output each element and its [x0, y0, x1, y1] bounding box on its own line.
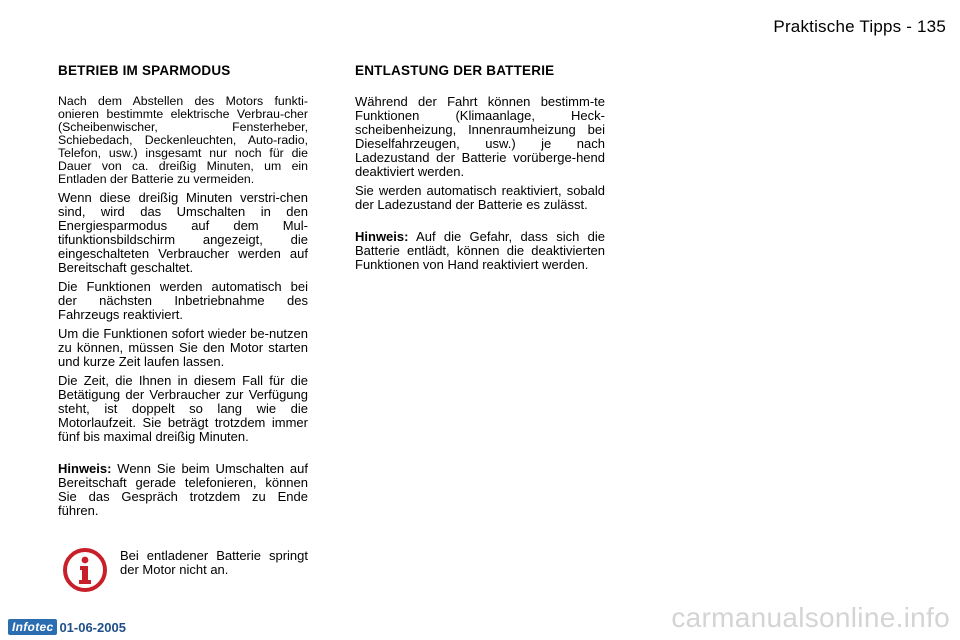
left-column	[58, 64, 308, 523]
note-paragraph	[355, 230, 605, 272]
info-icon	[62, 547, 108, 593]
info-callout	[62, 547, 308, 595]
right-column	[355, 64, 605, 277]
paragraph: Nach dem Abstellen des Motors funkti-onieren bestimmte elektrische Verbrau-cher (Scheibenwischer, Fensterheber, Schiebedach, Deckenleuchten, Auto-radio, Telefon, usw.) insgesamt nur noch für die Dauer von ca. dreißig Minuten, um ein Entladen der Batterie zu vermeiden.	[58, 94, 308, 186]
paragraph: Wenn diese dreißig Minuten verstri-chen sind, wird das Umschalten in den Energiesparmodus auf dem Mul-tifunktionsbildschirm angezeigt, die eingeschalteten Verbraucher werden auf Bereitschaft geschaltet.	[58, 190, 308, 275]
paragraph: Sie werden automatisch reaktiviert, sobald der Ladezustand der Batterie es zulässt.	[355, 183, 605, 212]
note-paragraph	[58, 462, 308, 518]
paragraph: Die Funktionen werden automatisch bei der nächsten Inbetriebnahme des Fahrzeugs reaktiviert.	[58, 279, 308, 322]
section-title-batterie: ENTLASTUNG DER BATTERIE	[355, 63, 555, 78]
infotec-logo: Infotec	[8, 619, 57, 635]
section-title-sparmodus: BETRIEB IM SPARMODUS	[58, 63, 231, 78]
paragraph: Um die Funktionen sofort wieder be-nutzen zu können, müssen Sie den Motor starten und kurze Zeit laufen lassen.	[58, 326, 308, 369]
note-text: Auf die Gefahr, dass sich die Batterie entlädt, können die deaktivierten Funktionen von Hand reaktiviert werden.	[355, 229, 605, 272]
note-text: Wenn Sie beim Umschalten auf Bereitschaft gerade telefonieren, können Sie das Gespräch trotzdem zu Ende führen.	[58, 461, 308, 518]
watermark: carmanualsonline.info	[671, 602, 950, 633]
paragraph: Die Zeit, die Ihnen in diesem Fall für die Betätigung der Verbraucher zur Verfügung steht, ist doppelt so lang wie die Motorlaufzeit. Sie beträgt trotzdem immer fünf bis maximal dreißig Minuten.	[58, 373, 308, 444]
info-text: Bei entladener Batterie springt der Motor nicht an.	[120, 548, 308, 577]
paragraph: Während der Fahrt können bestimm-te Funktionen (Klimaanlage, Heck-scheibenheizung, Innenraumheizung bei Dieselfahrzeugen, usw.) je nach Ladezustand der Batterie vorüberge-hend deaktiviert werden.	[355, 94, 605, 179]
page-header: Praktische Tipps - 135	[773, 17, 946, 36]
footer-date: 01-06-2005	[59, 619, 126, 635]
footer	[8, 619, 126, 635]
note-label: Hinweis:	[355, 229, 409, 244]
note-label: Hinweis:	[58, 461, 112, 476]
